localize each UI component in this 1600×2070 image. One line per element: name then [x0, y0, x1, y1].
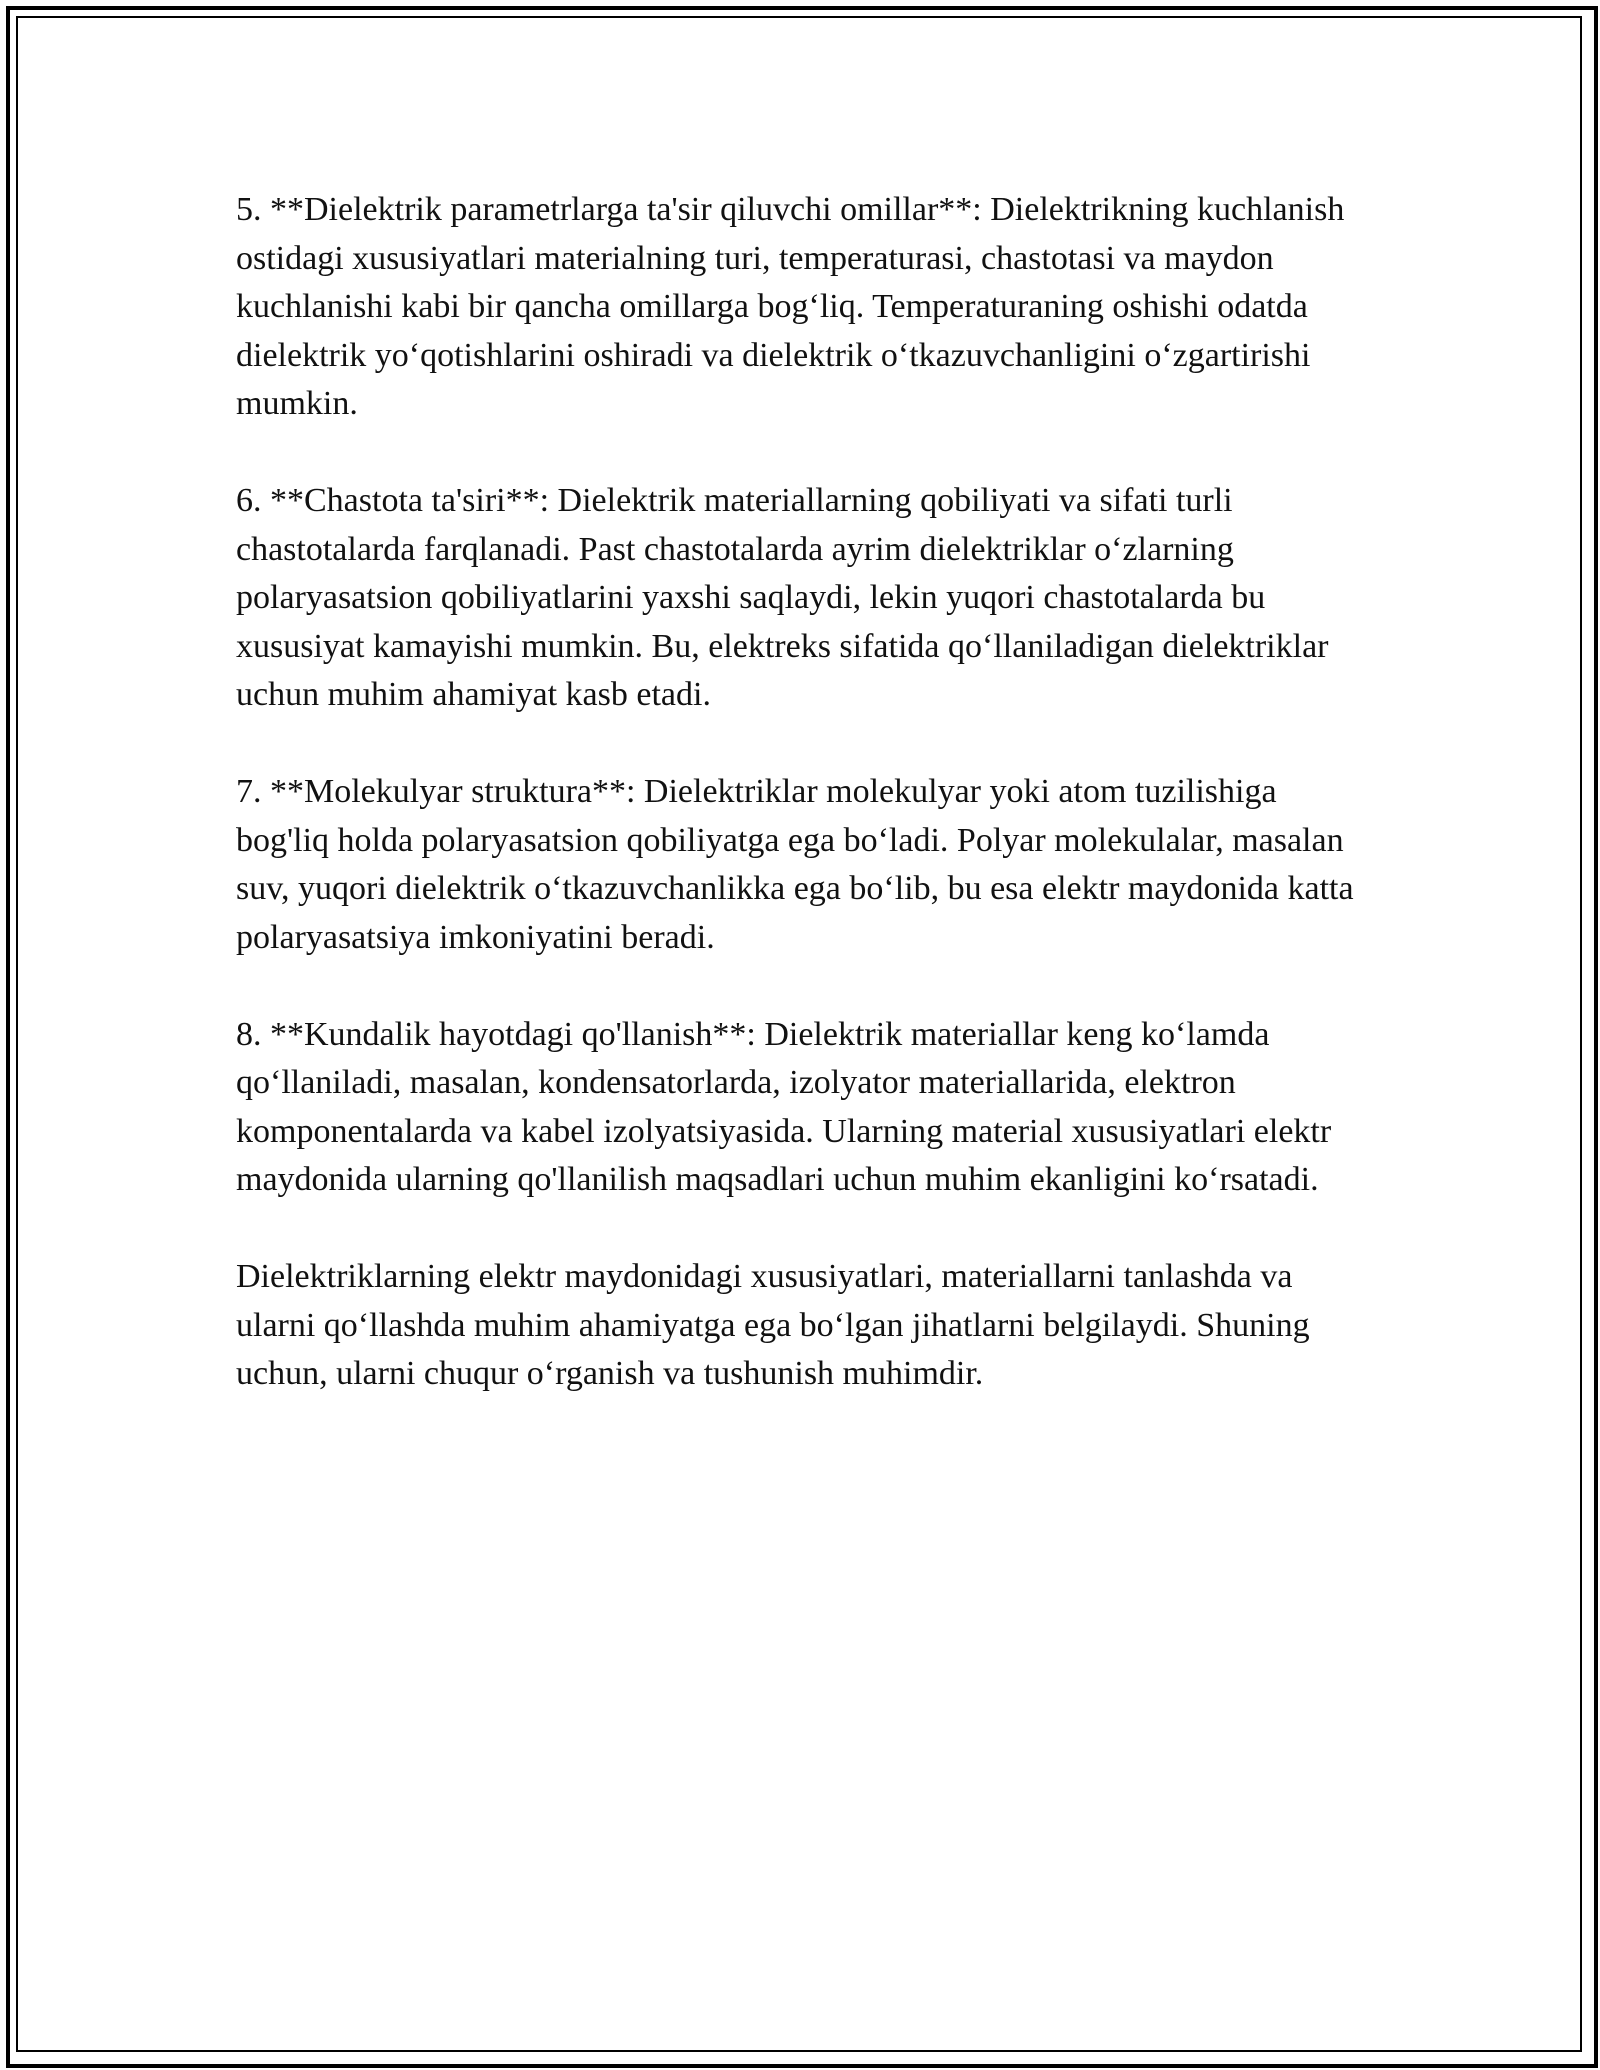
document-body	[236, 186, 1376, 1447]
paragraph-everyday-use: 8. **Kundalik hayotdagi qo'llanish**: Dielektrik materiallar keng ko‘lamda qo‘llaniladi, masalan, kondensatorlarda, izolyator materiallarida, elektron komponentalarda va kabel izolyatsiyasida. Ularning material xususiyatlari elektr maydonida ularning qo'llanilish maqsadlari uchun muhim ekanligini ko‘rsatadi.	[236, 1015, 1332, 1198]
paragraph-frequency-effect: 6. **Chastota ta'siri**: Dielektrik materiallarning qobiliyati va sifati turli chastotalarda farqlanadi. Past chastotalarda ayrim dielektriklar o‘zlarning polaryasatsion qobiliyatlarini yaxshi saqlaydi, lekin yuqori chastotalarda bu xususiyat kamayishi mumkin. Bu, elektreks sifatida qo‘llaniladigan dielektriklar uchun muhim ahamiyat kasb etadi.	[236, 482, 1329, 713]
paragraph-dielectric-parameters: 5. **Dielektrik parametrlarga ta'sir qiluvchi omillar**: Dielektrikning kuchlanish ostidagi xususiyatlari materialning turi, temperaturasi, chastotasi va maydon kuchlanishi kabi bir qancha omillarga bog‘liq. Temperaturaning oshishi odatda dielektrik yo‘qotishlarini oshiradi va dielektrik o‘tkazuvchanligini o‘zgartirishi mumkin.	[236, 191, 1345, 422]
paragraph-molecular-structure: 7. **Molekulyar struktura**: Dielektriklar molekulyar yoki atom tuzilishiga bog'liq holda polaryasatsion qobiliyatga ega bo‘ladi. Polyar molekulalar, masalan suv, yuqori dielektrik o‘tkazuvchanlikka ega bo‘lib, bu esa elektr maydonida katta polaryasatsiya imkoniyatini beradi.	[236, 773, 1354, 956]
paragraph-conclusion: Dielektriklarning elektr maydonidagi xususiyatlari, materiallarni tanlashda va ularni qo‘llashda muhim ahamiyatga ega bo‘lgan jihatlarni belgilaydi. Shuning uchun, ularni chuqur o‘rganish va tushunish muhimdir.	[236, 1258, 1310, 1392]
